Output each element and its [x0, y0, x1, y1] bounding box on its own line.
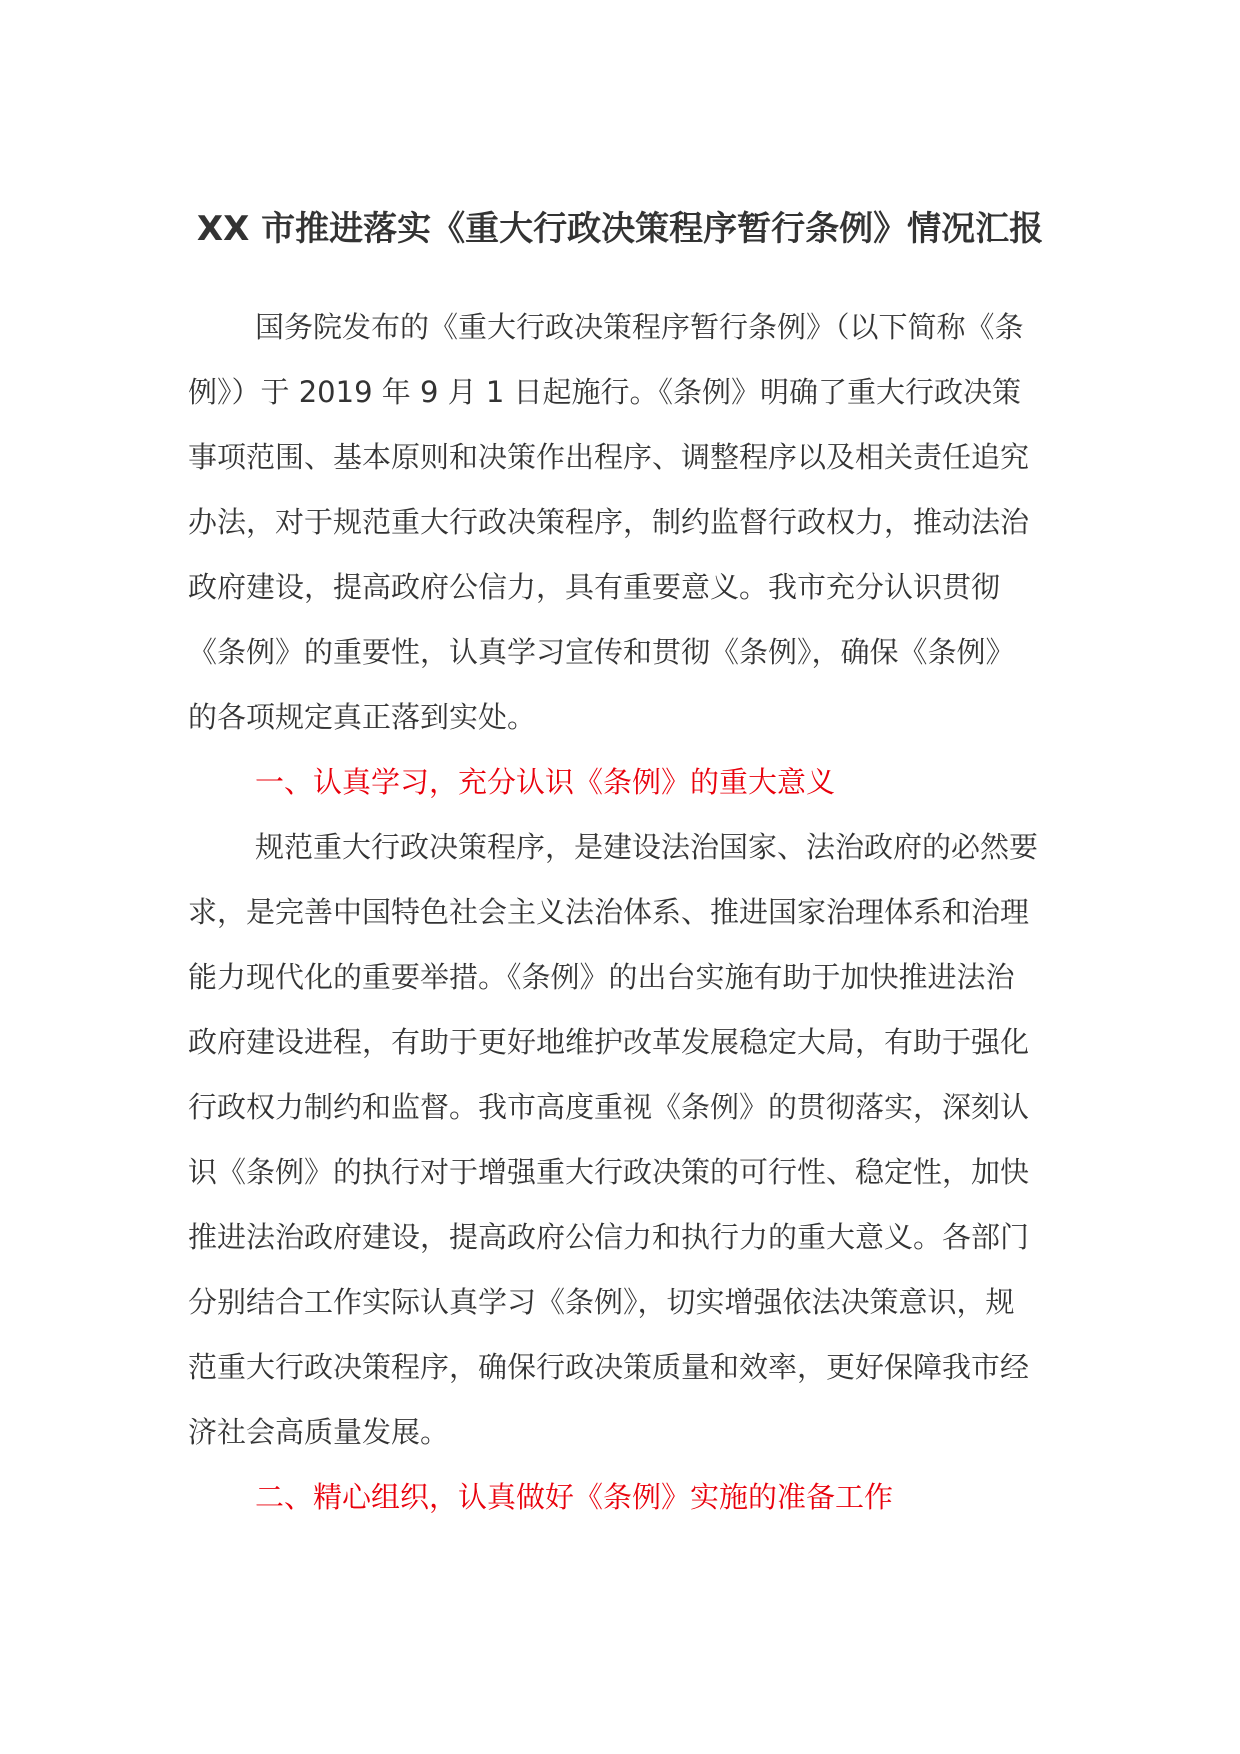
paragraph-line: 范重大行政决策程序，确保行政决策质量和效率，更好保障我市经 — [188, 1350, 1030, 1384]
paragraph-line: 能力现代化的重要举措。《条例》的出台实施有助于加快推进法治 — [188, 960, 1015, 994]
paragraph-line: 分别结合工作实际认真学习《条例》，切实增强依法决策意识，规 — [188, 1285, 1015, 1319]
paragraph-line: 规范重大行政决策程序，是建设法治国家、法治政府的必然要 — [255, 830, 1039, 864]
paragraph-line: 行政权力制约和监督。我市高度重视《条例》的贯彻落实，深刻认 — [188, 1090, 1030, 1124]
paragraph-line: 济社会高质量发展。 — [188, 1415, 450, 1449]
paragraph-line: 办法，对于规范重大行政决策程序，制约监督行政权力，推动法治 — [188, 505, 1030, 539]
paragraph-line: 政府建设，提高政府公信力，具有重要意义。我市充分认识贯彻 — [188, 570, 1001, 604]
document-title: XX 市推进落实《重大行政决策程序暂行条例》情况汇报 — [196, 209, 1044, 249]
section-heading-2 — [188, 1465, 1052, 1530]
paragraph-line: 识《条例》的执行对于增强重大行政决策的可行性、稳定性，加快 — [188, 1155, 1030, 1189]
section-heading-1 — [188, 750, 1052, 815]
paragraph-line: 《条例》的重要性，认真学习宣传和贯彻《条例》，确保《条例》 — [188, 635, 1015, 669]
paragraph-line: 政府建设进程，有助于更好地维护改革发展稳定大局，有助于强化 — [188, 1025, 1030, 1059]
paragraph-line: 推进法治政府建设，提高政府公信力和执行力的重大意义。各部门 — [188, 1220, 1030, 1254]
paragraph-section-1 — [188, 815, 1052, 1465]
paragraph-line: 求，是完善中国特色社会主义法治体系、推进国家治理体系和治理 — [188, 895, 1030, 929]
paragraph-line: 的各项规定真正落到实处。 — [188, 700, 537, 734]
heading-text: 二、精心组织，认真做好《条例》实施的准备工作 — [255, 1480, 894, 1514]
paragraph-line: 事项范围、基本原则和决策作出程序、调整程序以及相关责任追究 — [188, 440, 1030, 474]
paragraph-intro — [188, 295, 1052, 750]
heading-text: 一、认真学习，充分认识《条例》的重大意义 — [255, 765, 836, 799]
paragraph-line: 例》）于 2019 年 9 月 1 日起施行。《条例》明确了重大行政决策 — [188, 375, 1022, 409]
paragraph-line: 国务院发布的《重大行政决策程序暂行条例》（以下简称《条 — [255, 310, 1024, 344]
